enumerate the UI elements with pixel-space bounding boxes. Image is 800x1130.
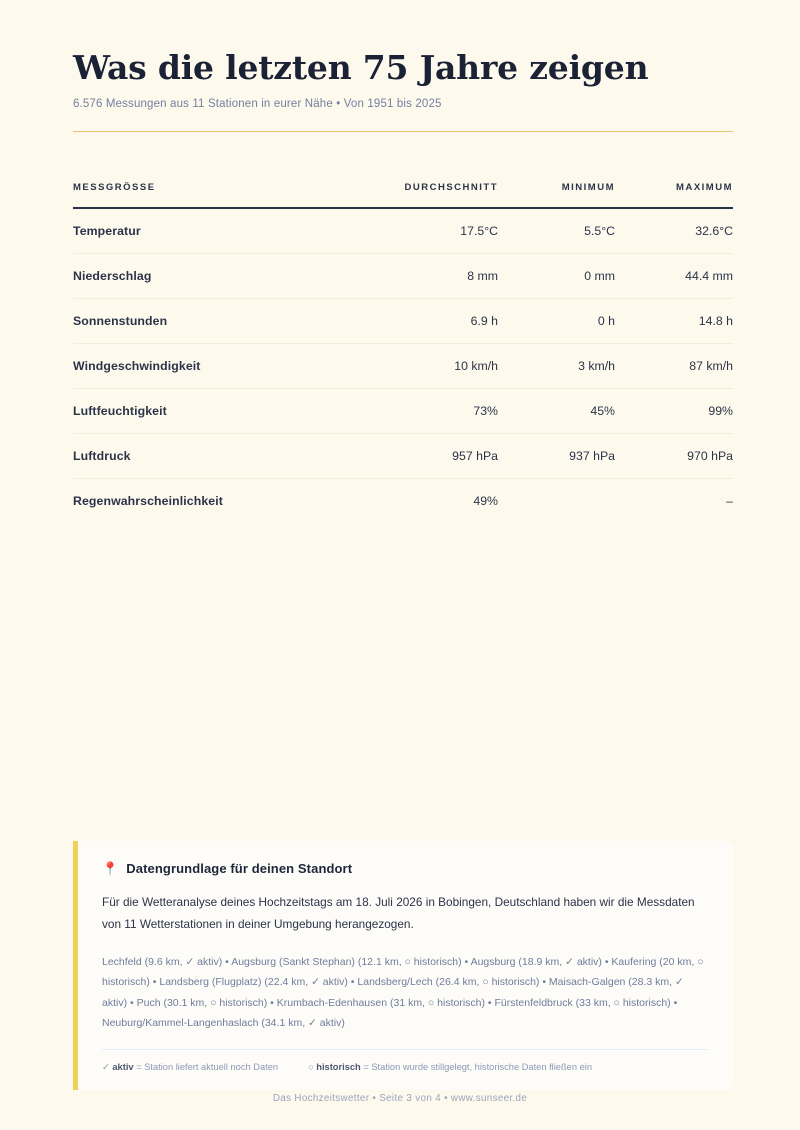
cell-minimum [498, 479, 615, 524]
cell-average: 49% [473, 494, 498, 508]
infobox-paragraph: Für die Wetteranalyse deines Hochzeitstags am 18. Juli 2026 in Bobingen, Deutschland haben wir die Messdaten von 11 Wetterstationen in deiner Umgebung herangezogen. [102, 895, 695, 931]
cell-metric-name: Luftfeuchtigkeit [73, 389, 338, 434]
infobox-title: Datengrundlage für deinen Standort [126, 861, 353, 876]
legend-term-active: aktiv [112, 1061, 134, 1072]
cell-average: 6.9 h [338, 299, 498, 344]
station-list: Lechfeld (9.6 km, ✓ aktiv) • Augsburg (Sankt Stephan) (12.1 km, ○ historisch) • Augsburg (18.9 km, ✓ aktiv) • Kaufering (20 km, ○ historisch) • Landsberg (Flugplatz) (22.4 km, ✓ aktiv) • Landsberg/Lech (26.4 km, ○ historisch) • Maisach-Galgen (28.3 km, ✓ aktiv) • Puch (30.1 km, ○ historisch) • Krumbach-Edenhausen (31 km, ○ historisch) • Fürstenfeldbruck (33 km, ○ historisch) • Neuburg/Kammel-Langenhaslach (34.1 km, ✓ aktiv) [102, 955, 704, 1030]
cell-metric-name: Niederschlag [73, 254, 338, 299]
table-row [73, 208, 733, 254]
column-header-average: DURCHSCHNITT [338, 182, 498, 208]
cell-metric-name: Sonnenstunden [73, 299, 338, 344]
cell-metric-name: Luftdruck [73, 434, 338, 479]
data-source-infobox [73, 841, 733, 1090]
cell-metric-name: Temperatur [73, 208, 338, 254]
legend-desc-historic: = Station wurde stillgelegt, historische Daten fließen ein [363, 1061, 592, 1072]
cell-minimum: 0 h [498, 299, 615, 344]
legend-item-historic [308, 1061, 592, 1075]
cell-metric-name: Regenwahrscheinlichkeit [73, 494, 223, 508]
cell-average: 957 hPa [338, 434, 498, 479]
table-row [73, 254, 733, 299]
page-title: Was die letzten 75 Jahre zeigen [73, 48, 649, 87]
table-row [73, 389, 733, 434]
metrics-table-head [73, 182, 733, 208]
cell-maximum: 32.6°C [615, 208, 733, 254]
legend [102, 1061, 709, 1075]
cell-metric-name: Windgeschwindigkeit [73, 344, 338, 389]
cell-maximum: 14.8 h [615, 299, 733, 344]
page-subtitle: 6.576 Messungen aus 11 Stationen in eurer Nähe • Von 1951 bis 2025 [73, 98, 442, 111]
page-footer: Das Hochzeitswetter • Seite 3 von 4 • www.sunseer.de [272, 1093, 528, 1104]
cell-minimum: 5.5°C [498, 208, 615, 254]
check-icon: ✓ [102, 1061, 110, 1072]
metrics-table-body [73, 208, 733, 523]
table-row [73, 344, 733, 389]
cell-average: 8 mm [338, 254, 498, 299]
cell-average: 17.5°C [338, 208, 498, 254]
legend-divider [102, 1049, 709, 1050]
metrics-table [73, 182, 733, 523]
cell-maximum: 970 hPa [615, 434, 733, 479]
column-header-metric: MESSGRÖSSE [73, 182, 338, 208]
metrics-table-container [73, 182, 733, 523]
cell-average: 10 km/h [338, 344, 498, 389]
table-header-row [73, 182, 733, 208]
table-row [73, 434, 733, 479]
cell-average: 73% [338, 389, 498, 434]
cell-minimum: 3 km/h [498, 344, 615, 389]
cell-maximum: 44.4 mm [615, 254, 733, 299]
cell-maximum: 99% [615, 389, 733, 434]
infobox-title-row [102, 861, 709, 876]
cell-minimum: 0 mm [498, 254, 615, 299]
circle-icon: ○ [308, 1061, 314, 1072]
legend-item-active [102, 1061, 278, 1075]
map-pin-icon: 📍 [102, 861, 119, 876]
table-row [73, 479, 733, 524]
cell-maximum: – [726, 494, 733, 508]
cell-minimum: 937 hPa [498, 434, 615, 479]
column-header-minimum: MINIMUM [498, 182, 615, 208]
table-row [73, 299, 733, 344]
page-header [73, 50, 733, 112]
cell-minimum: 45% [498, 389, 615, 434]
column-header-maximum: MAXIMUM [615, 182, 733, 208]
cell-maximum: 87 km/h [615, 344, 733, 389]
legend-desc-active: = Station liefert aktuell noch Daten [136, 1061, 279, 1072]
legend-term-historic: historisch [316, 1061, 361, 1072]
header-divider [73, 131, 733, 132]
